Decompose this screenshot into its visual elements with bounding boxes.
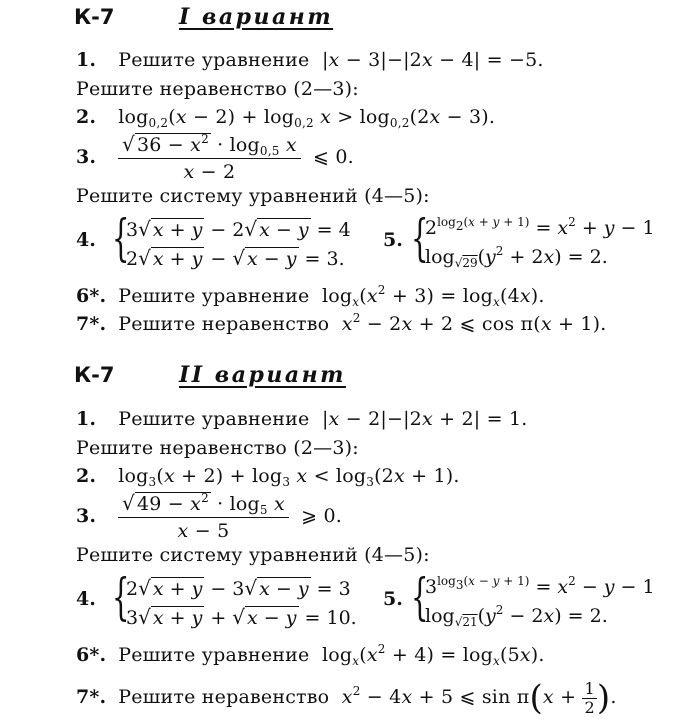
system-brace: { bbox=[411, 209, 429, 267]
inequality: $\log_{0,2}(x - 2) + \log_{0,2} x > \log_{0,2}(2x - 3)$. bbox=[118, 106, 496, 130]
system-brace: { bbox=[112, 568, 130, 626]
problem-7: 7*. Решите неравенство $x^2 - 2x + 2$ ⩽ cos π(x + 1). bbox=[76, 311, 607, 335]
problem-4: 4. { 2√ x + y − 3√ x − y = 3 3√ x + y + √ x − y = 10. bbox=[76, 568, 357, 629]
system-row: 2√ x + y − 3√ x − y = 3 bbox=[126, 576, 351, 600]
equation: $\log_x(x^2 + 4) = \log_x(5x)$. bbox=[315, 642, 545, 668]
system-row: 2√ x + y − √ x − y = 3. bbox=[126, 246, 345, 270]
variant-1-header bbox=[74, 4, 333, 30]
system-row: 3√ x + y + √ x − y = 10. bbox=[126, 605, 357, 629]
problem-1: 1. Решите уравнение |x − 2|−|2x + 2| = 1. bbox=[76, 408, 528, 430]
system-brace: { bbox=[112, 209, 130, 267]
section-header-systems: Решите систему уравнений (4—5): bbox=[76, 185, 430, 207]
system-row: $\log_{√21}(y^2 - 2x) = 2$. bbox=[425, 603, 608, 629]
system-row: $2^{log_2(x + y + 1)} = x^2 + y - 1$ bbox=[425, 215, 655, 239]
problem-2: 2. $\log_{0,2}(x - 2) + \log_{0,2} x > \log_{0,2}(2x - 3)$. bbox=[76, 106, 496, 130]
inequality: $x^2 - 4x + 5$ ⩽ sin π(x + $\frac{1}{2}$ ). bbox=[341, 678, 617, 718]
section-header-inequalities: Решите неравенство (2—3): bbox=[76, 437, 359, 459]
fraction: $\frac{√ 49 - x^2 \cdot \log_5 x}{x - 5}$ bbox=[118, 492, 289, 542]
variant-2-header bbox=[74, 362, 346, 388]
inequality: $x^2 - 2x + 2$ ⩽ cos π(x + 1). bbox=[341, 311, 607, 335]
problem-1: 1. Решите уравнение |x − 3|−|2x − 4| = −5. bbox=[76, 49, 544, 71]
system-brace: { bbox=[411, 568, 429, 626]
equation: |x − 2|−|2x + 2| = 1. bbox=[315, 408, 528, 430]
equation: $\log_x(x^2 + 3) = \log_x(4x)$. bbox=[315, 283, 545, 309]
system-row: $\log_{√29}(y^2 + 2x) = 2$. bbox=[425, 244, 608, 270]
section-header-systems: Решите систему уравнений (4—5): bbox=[76, 544, 430, 566]
variant-title: II вариант bbox=[179, 362, 346, 388]
problem-3: 3. $\frac{√ 49 - x^2 \cdot \log_5 x}{x - 5}$ ⩾ 0. bbox=[76, 491, 343, 542]
problem-5: 5. { $2^{log_2(x + y + 1)} = x^2 + y - 1$ $\log_{√29}(y^2 + 2x) = 2$. bbox=[383, 209, 655, 270]
problem-6: 6*. Решите уравнение $\log_x(x^2 + 3) = \log_x(4x)$. bbox=[76, 283, 545, 309]
fraction: $\frac{√ 36 - x^2 \cdot \log_{0,5} x}{x - 2}$ bbox=[118, 133, 301, 183]
section-header-inequalities: Решите неравенство (2—3): bbox=[76, 78, 359, 100]
problem-7: 7*. Решите неравенство $x^2 - 4x + 5$ ⩽ sin π(x + $\frac{1}{2}$ ). bbox=[76, 678, 617, 718]
test-code: К-7 bbox=[74, 363, 115, 387]
problem-4: 4. { 3√ x + y − 2√ x − y = 4 2√ x + y − √ x − y = 3. bbox=[76, 209, 351, 270]
problem-6: 6*. Решите уравнение $\log_x(x^2 + 4) = \log_x(5x)$. bbox=[76, 642, 545, 668]
test-code: К-7 bbox=[74, 5, 115, 29]
system-row: $3^{log_3(x - y + 1)} = x^2 - y - 1$ bbox=[425, 574, 655, 598]
problem-5: 5. { $3^{log_3(x - y + 1)} = x^2 - y - 1$ $\log_{√21}(y^2 - 2x) = 2$. bbox=[383, 568, 655, 629]
variant-title: I вариант bbox=[179, 4, 334, 30]
system-row: 3√ x + y − 2√ x − y = 4 bbox=[126, 217, 351, 241]
problem-3: 3. $\frac{√ 36 - x^2 \cdot \log_{0,5} x}{x - 2}$ ⩽ 0. bbox=[76, 132, 354, 183]
inequality: $\log_3(x + 2) + \log_3 x < \log_3(2x + 1)$. bbox=[118, 465, 460, 489]
problem-2: 2. $\log_3(x + 2) + \log_3 x < \log_3(2x + 1)$. bbox=[76, 465, 460, 489]
equation: |x − 3|−|2x − 4| = −5. bbox=[315, 49, 544, 71]
